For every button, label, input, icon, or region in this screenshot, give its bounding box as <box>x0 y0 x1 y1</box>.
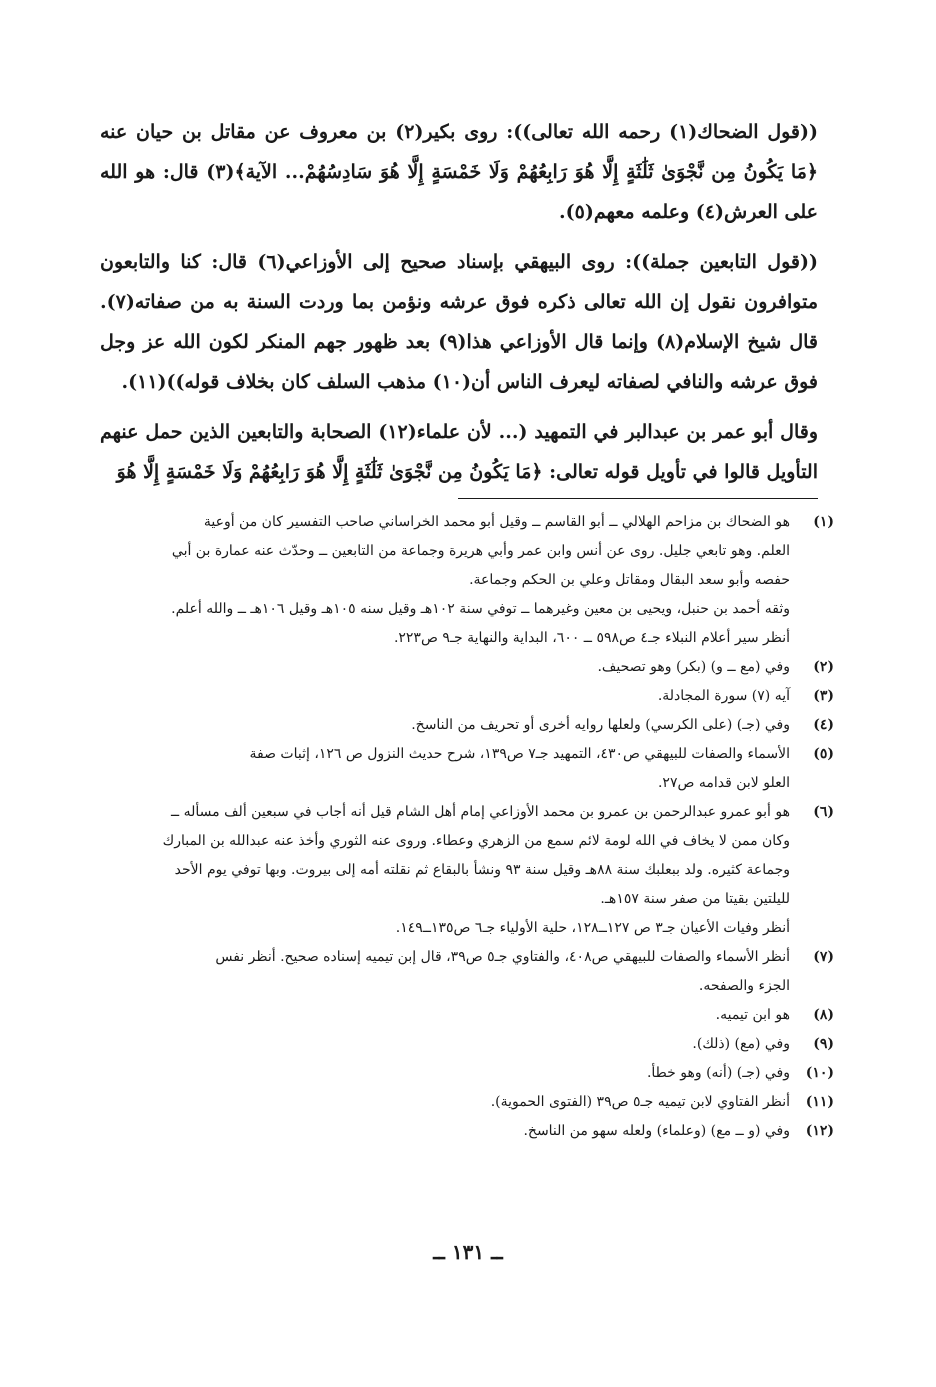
paragraph-dahhak: ((قول الضحاك(١) رحمه الله تعالى)): روى بكير(٢) بن معروف عن مقاتل بن حيان عنه ﴿مَا يَكُونُ مِن نَّجْوَىٰ ثَلَٰثَةٍ إِلَّا هُوَ رَابِعُهُمْ وَلَا خَمْسَةٍ إِلَّا هُوَ سَادِسُهُمْ... الآية﴾(٣) قال: هو الله على العرش(٤) وعلمه معهم(٥). <box>100 121 819 223</box>
footnote-number: (٤) <box>813 717 834 733</box>
footnote-number: (١٢) <box>805 1123 834 1139</box>
footnote-12 <box>100 1117 834 1146</box>
footnote-4 <box>100 711 834 740</box>
footnote-line: لليلتين بقيتا من صفر سنة ١٥٧هـ. <box>600 891 790 907</box>
footnote-body: وفي (جـ) (على الكرسي) ولعلها روايه أخرى أو تحريف من الناسخ. <box>411 717 790 733</box>
footnote-number: (٥) <box>813 746 834 762</box>
footnote-body <box>100 508 790 595</box>
footnote-11 <box>100 1088 834 1117</box>
footnote-body <box>100 798 790 914</box>
footnote-number: (٩) <box>813 1036 834 1052</box>
footnote-line: هو أبو عمرو عبدالرحمن بن عمرو بن محمد الأوزاعي إمام أهل الشام قيل أنه أجاب في سبعين ألف مسأله ــ <box>170 804 790 820</box>
footnote-body: أنظر الفتاوي لابن تيميه جـ٥ ص٣٩ (الفتوى الحموية). <box>490 1094 790 1110</box>
footnote-number: (٣) <box>813 688 834 704</box>
footnote-6-reference: أنظر وفيات الأعيان جـ٣ ص ١٢٧ــ١٢٨، حلية الأولياء جـ٦ ص١٣٥ــ١٤٩. <box>395 920 790 936</box>
footnotes <box>100 508 834 1146</box>
footnote-number: (١١) <box>805 1094 834 1110</box>
footnote-5 <box>100 740 834 798</box>
footnote-body: وفي (مع) (ذلك). <box>692 1036 790 1052</box>
paragraph-ibn-abdulbarr: وقال أبو عمر بن عبدالبر في التمهيد (... لأن علماء(١٢) الصحابة والتابعين الذين حمل عنهم التأويل قالوا في تأويل قوله تعالى: ﴿مَا يَكُونُ مِن نَّجْوَىٰ ثَلَٰثَةٍ إِلَّا هُوَ رَابِعُهُمْ وَلَا خَمْسَةٍ إِلَّا هُوَ <box>100 421 818 483</box>
footnote-number: (٧) <box>813 949 834 965</box>
footnote-1-reference: أنظر سير أعلام النبلاء جـ٤ ص٥٩٨ ــ ٦٠٠، البداية والنهاية جـ٩ ص٢٢٣. <box>393 630 790 646</box>
footnote-number: (٨) <box>813 1007 834 1023</box>
footnote-body: هو ابن تيميه. <box>715 1007 790 1023</box>
footnote-6 <box>100 798 834 914</box>
footnote-7 <box>100 943 834 1001</box>
footnote-line: أنظر الأسماء والصفات للبيهقي ص٤٠٨، والفتاوي جـ٥ ص٣٩، قال إبن تيميه إسناده صحيح. أنظر نفس <box>215 949 790 965</box>
footnote-line: وكان ممن لا يخاف في الله لومة لائم سمع من الزهري وعطاء. وروى عنه الثوري وأخذ عنه عبدالله بن المبارك <box>162 833 790 849</box>
footnote-2 <box>100 653 834 682</box>
footnote-9 <box>100 1030 834 1059</box>
main-text <box>100 112 818 502</box>
footnote-divider <box>458 498 818 499</box>
footnote-1 <box>100 508 834 595</box>
footnote-body: وفي (مع ــ و) (بكر) وهو تصحيف. <box>597 659 790 675</box>
footnote-body <box>100 943 790 1001</box>
footnote-line: العلو لابن قدامه ص٢٧. <box>657 775 790 791</box>
footnote-line: الجزء والصفحه. <box>698 978 790 994</box>
footnote-number: (٢) <box>813 659 834 675</box>
page-number: ــ ١٣١ ــ <box>433 1240 503 1264</box>
footnote-body <box>100 740 790 798</box>
footnote-body: وفي (جـ) (أنه) وهو خطأ. <box>646 1065 790 1081</box>
footnote-number: (١٠) <box>805 1065 834 1081</box>
footnote-body: آيه (٧) سورة المجادلة. <box>657 688 790 704</box>
footnote-line: العلم. وهو تابعي جليل. روى عن أنس وابن عمر وأبي هريرة وجماعة من التابعين ــ وحدّث عنه عمارة بن أبي <box>171 543 790 559</box>
footnote-line: الأسماء والصفات للبيهقي ص٤٣٠، التمهيد جـ٧ ص١٣٩، شرح حديث النزول ص ١٢٦، إثبات صفة <box>249 746 790 762</box>
footnote-line: حفصه وأبو سعد البقال ومقاتل وعلي بن الحكم وجماعة. <box>469 572 790 588</box>
paragraph-tabieen: ((قول التابعين جملة)): روى البيهقي بإسناد صحيح إلى الأوزاعي(٦) قال: كنا والتابعون متوافرون نقول إن الله تعالى ذكره فوق عرشه ونؤمن بما وردت السنة به من صفاته(٧). قال شيخ الإسلام(٨) وإنما قال الأوزاعي هذا(٩) بعد ظهور جهم المنكر لكون الله عز وجل فوق عرشه والنافي لصفاته ليعرف الناس أن(١٠) مذهب السلف كان بخلاف قوله))(١١). <box>100 251 819 393</box>
footnote-10 <box>100 1059 834 1088</box>
footnote-line: هو الضحاك بن مزاحم الهلالي ــ أبو القاسم ــ وقيل أبو محمد الخراساني صاحب التفسير كان من أوعية <box>203 514 790 530</box>
footnote-3 <box>100 682 834 711</box>
footnote-line: وجماعة كثيره. ولد ببعلبك سنة ٨٨هـ وقيل سنة ٩٣ ونشأ بالبقاع ثم نقلته أمه إلى بيروت. وبها توفي يوم الأحد <box>174 862 790 878</box>
footnote-1-continuation: وثقه أحمد بن حنبل، ويحيى بن معين وغيرهما ــ توفي سنة ١٠٢هـ وقيل سنه ١٠٥هـ وقيل ١٠٦هـ ــ والله أعلم. <box>171 601 790 617</box>
footnote-number: (١) <box>813 514 834 530</box>
footnote-number: (٦) <box>813 804 834 820</box>
footnote-body: وفي (و ــ مع) (وعلماء) ولعله سهو من الناسخ. <box>523 1123 790 1139</box>
footnote-8 <box>100 1001 834 1030</box>
